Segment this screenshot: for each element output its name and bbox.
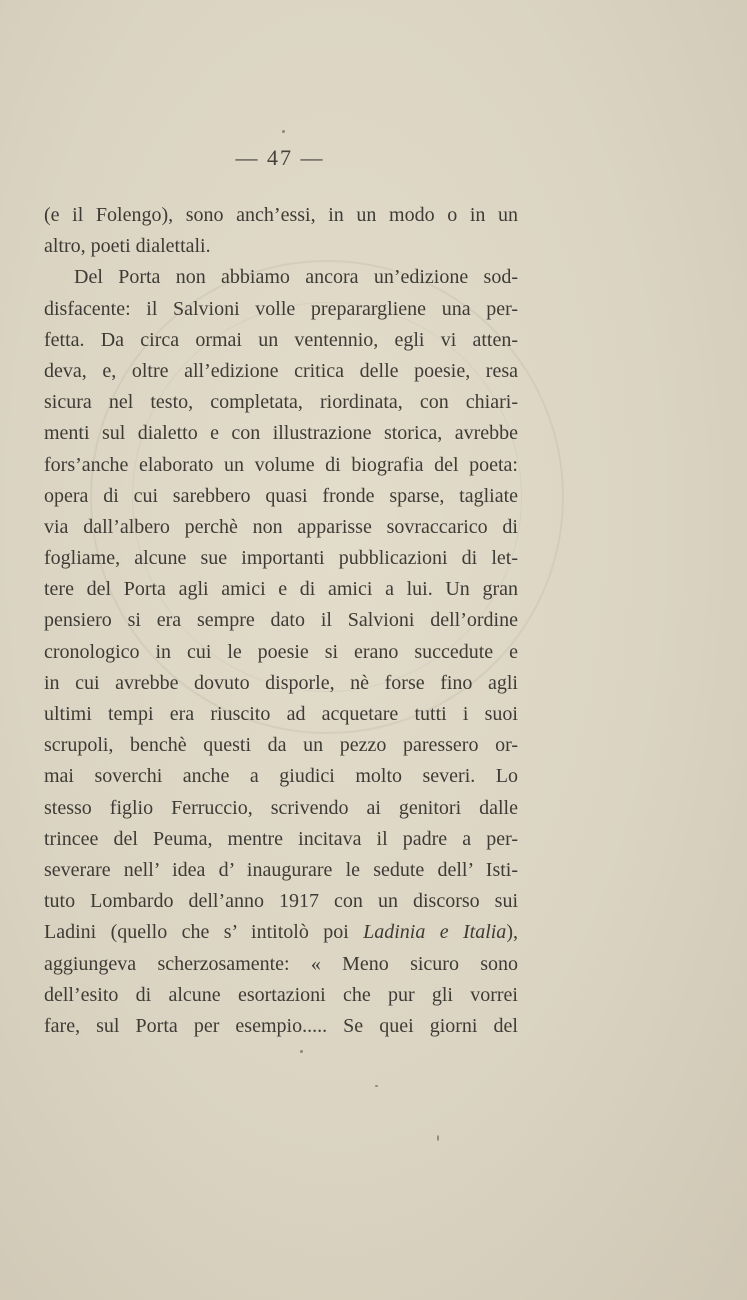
text-line: deva, e, oltre all’edizione critica delle poesie, resa [44,359,518,382]
text-run: ), [506,921,518,944]
paper-speck [300,1050,303,1053]
text-line: mai soverchi anche a giudici molto severi. Lo [44,765,518,788]
body-text [44,200,518,1042]
text-line: via dall’albero perchè non apparisse sovraccarico di [44,515,518,538]
text-line: disfacente: il Salvioni volle preparargliene una per- [44,297,518,320]
paper-speck [437,1135,439,1141]
text-line: sicura nel testo, completata, riordinata, con chiari- [44,391,518,414]
paper-speck [282,130,285,133]
text-run: Ladini (quello che s’ intitolò poi [44,921,364,944]
paper-speck [375,1085,378,1087]
text-line: scrupoli, benchè questi da un pezzo paressero or- [44,734,518,757]
text-line: dell’esito di alcune esortazioni che pur gli vorrei [44,983,518,1006]
page-number: — 47 — [235,145,325,170]
text-line: cronologico in cui le poesie si erano succedute e [44,640,518,663]
text-line: (e il Folengo), sono anch’essi, in un modo o in un [44,204,518,226]
text-line: severare nell’ idea d’ inaugurare le sedute dell’ Isti- [44,858,518,881]
text-line: pensiero si era sempre dato il Salvioni dell’ordine [44,609,518,632]
text-line: Del Porta non abbiamo ancora un’edizione sod- [74,266,518,289]
text-line: altro, poeti dialettali. [44,235,211,258]
text-line: in cui avrebbe dovuto disporle, nè forse fino agli [44,671,518,694]
text-line: fare, sul Porta per esempio..... Se quei giorni del [44,1014,518,1037]
text-line: stesso figlio Ferruccio, scrivendo ai genitori dalle [44,796,518,819]
text-line: opera di cui sarebbero quasi fronde sparse, tagliate [44,484,518,507]
text-line: fetta. Da circa ormai un ventennio, egli vi atten- [44,328,518,351]
text-line: trincee del Peuma, mentre incitava il padre a per- [44,827,518,850]
text-line: fors’anche elaborato un volume di biografia del poeta: [44,453,518,476]
text-line: ultimi tempi era riuscito ad acquetare tutti i suoi [44,703,518,725]
text-line: tere del Porta agli amici e di amici a lui. Un gran [44,578,518,601]
text-line: fogliame, alcune sue importanti pubblicazioni di let- [44,547,518,570]
italic-title: Ladinia e Italia [363,921,507,944]
text-line: aggiungeva scherzosamente: « Meno sicuro sono [44,952,518,975]
text-line-with-italic-title [44,917,518,948]
text-line: tuto Lombardo dell’anno 1917 con un discorso sui [44,890,518,913]
text-line: menti sul dialetto e con illustrazione storica, avrebbe [44,422,518,445]
